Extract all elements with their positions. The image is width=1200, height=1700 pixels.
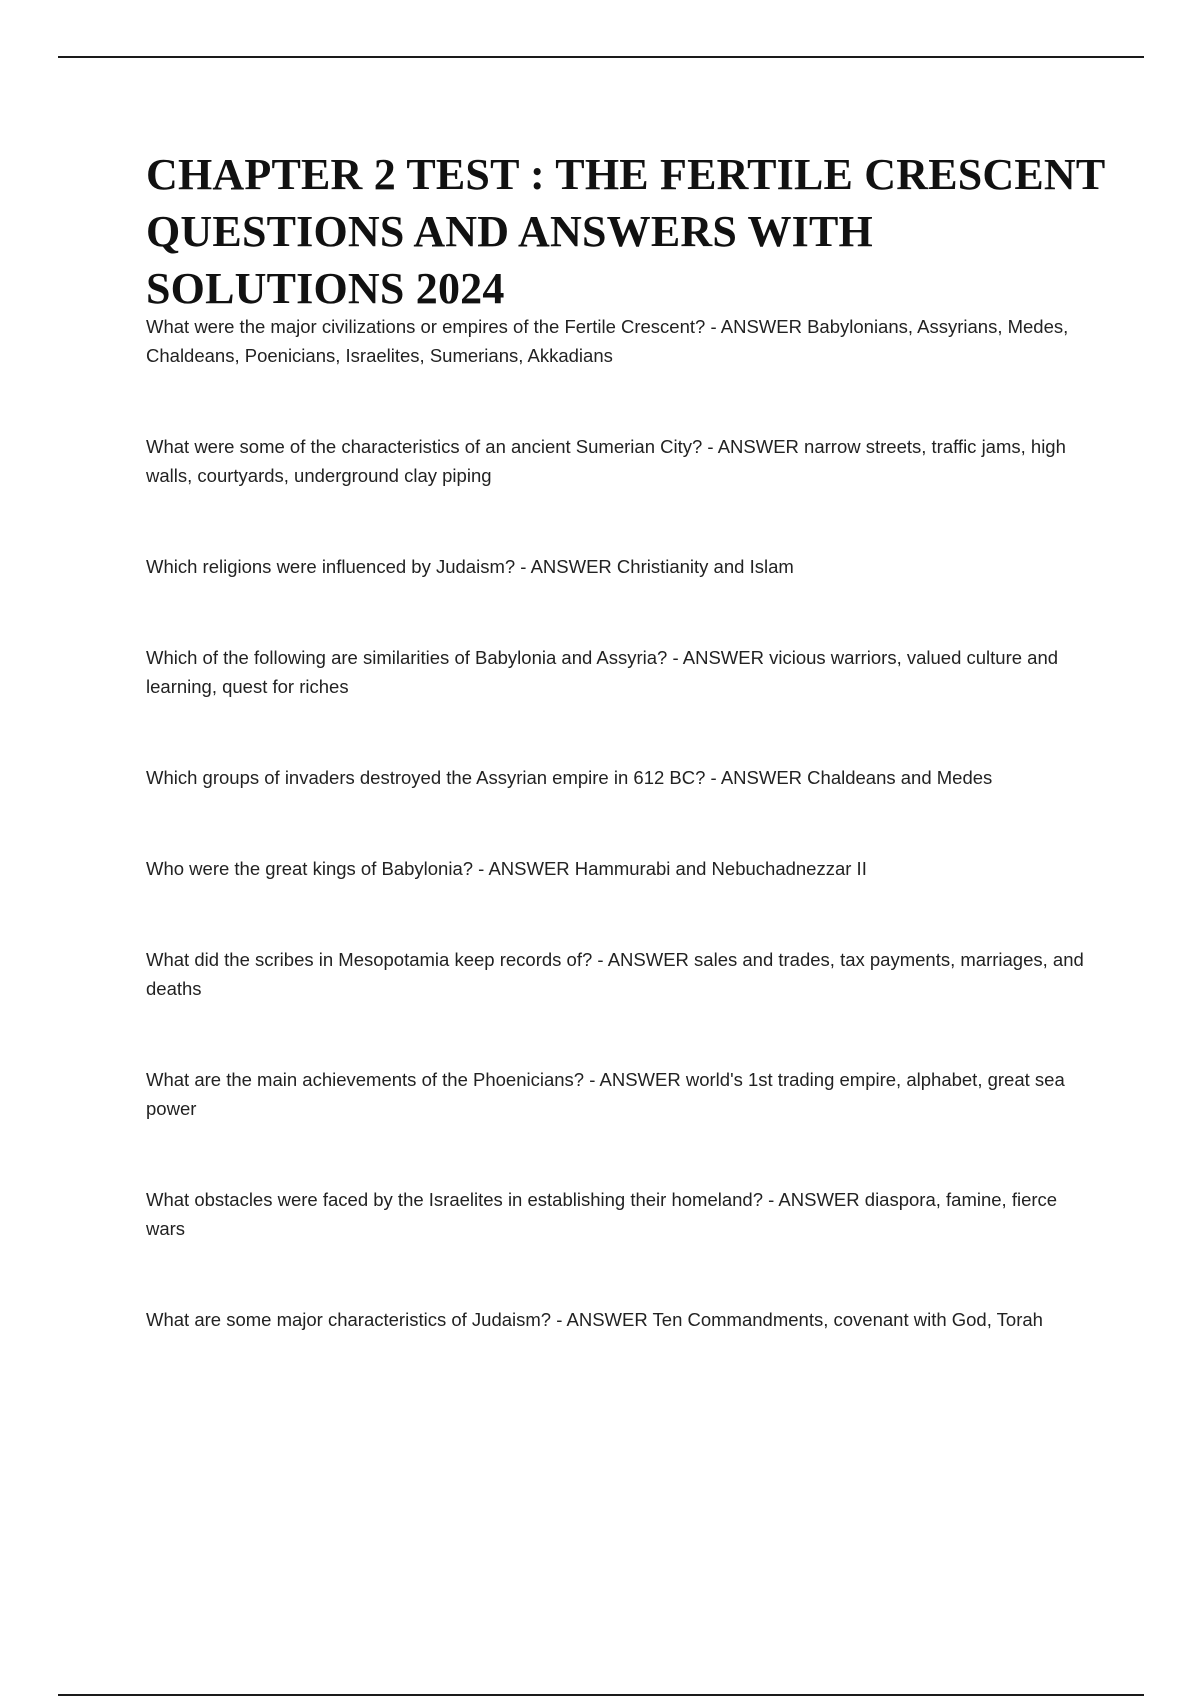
answer-text: Chaldeans and Medes bbox=[807, 767, 993, 788]
question-text: What obstacles were faced by the Israelites in establishing their homeland? bbox=[146, 1189, 764, 1210]
answer-separator: - ANSWER bbox=[705, 767, 808, 788]
question-text: Who were the great kings of Babylonia? bbox=[146, 858, 474, 879]
question-text: What are the main achievements of the Phoenicians? bbox=[146, 1069, 585, 1090]
qa-item-1 bbox=[146, 312, 1091, 370]
question-text: What are some major characteristics of Judaism? bbox=[146, 1309, 552, 1330]
bottom-rule bbox=[58, 1694, 1144, 1696]
document-title: CHAPTER 2 TEST : THE FERTILE CRESCENT QUESTIONS AND ANSWERS WITH SOLUTIONS 2024 bbox=[146, 150, 1105, 313]
question-text: Which of the following are similarities of Babylonia and Assyria? bbox=[146, 647, 668, 668]
answer-separator: - ANSWER bbox=[667, 647, 770, 668]
qa-item-9 bbox=[146, 1185, 1091, 1243]
qa-list bbox=[146, 312, 1091, 1334]
answer-text: sales and trades, tax payments, marriages, and deaths bbox=[146, 949, 1084, 999]
question-text: What were the major civilizations or empires of the Fertile Crescent? bbox=[146, 316, 706, 337]
qa-item-6 bbox=[146, 854, 1091, 883]
answer-text: world's 1st trading empire, alphabet, great sea power bbox=[146, 1069, 1065, 1119]
qa-item-3 bbox=[146, 552, 1091, 581]
answer-text: Hammurabi and Nebuchadnezzar II bbox=[574, 858, 867, 879]
answer-text: Babylonians, Assyrians, Medes, Chaldeans, Poenicians, Israelites, Sumerians, Akkadians bbox=[146, 316, 1069, 366]
question-text: What did the scribes in Mesopotamia keep records of? bbox=[146, 949, 593, 970]
qa-item-2 bbox=[146, 432, 1091, 490]
answer-separator: - ANSWER bbox=[592, 949, 695, 970]
qa-item-10 bbox=[146, 1305, 1091, 1334]
qa-item-8 bbox=[146, 1065, 1091, 1123]
answer-separator: - ANSWER bbox=[551, 1309, 653, 1330]
answer-separator: - ANSWER bbox=[584, 1069, 686, 1090]
top-rule bbox=[58, 56, 1144, 58]
question-text: What were some of the characteristics of an ancient Sumerian City? bbox=[146, 436, 703, 457]
answer-text: Christianity and Islam bbox=[616, 556, 794, 577]
question-text: Which religions were influenced by Judaism? bbox=[146, 556, 516, 577]
answer-text: diaspora, famine, fierce wars bbox=[146, 1189, 1058, 1239]
answer-separator: - ANSWER bbox=[702, 436, 805, 457]
qa-item-7 bbox=[146, 945, 1091, 1003]
answer-text: vicious warriors, valued culture and learning, quest for riches bbox=[146, 647, 1059, 697]
qa-item-5 bbox=[146, 763, 1091, 792]
answer-text: narrow streets, traffic jams, high walls, courtyards, underground clay piping bbox=[146, 436, 1066, 486]
qa-item-4 bbox=[146, 643, 1091, 701]
question-text: Which groups of invaders destroyed the Assyrian empire in 612 BC? bbox=[146, 767, 706, 788]
answer-separator: - ANSWER bbox=[763, 1189, 865, 1210]
answer-text: Ten Commandments, covenant with God, Torah bbox=[652, 1309, 1043, 1330]
answer-separator: - ANSWER bbox=[515, 556, 617, 577]
answer-separator: - ANSWER bbox=[473, 858, 575, 879]
answer-separator: - ANSWER bbox=[705, 316, 808, 337]
